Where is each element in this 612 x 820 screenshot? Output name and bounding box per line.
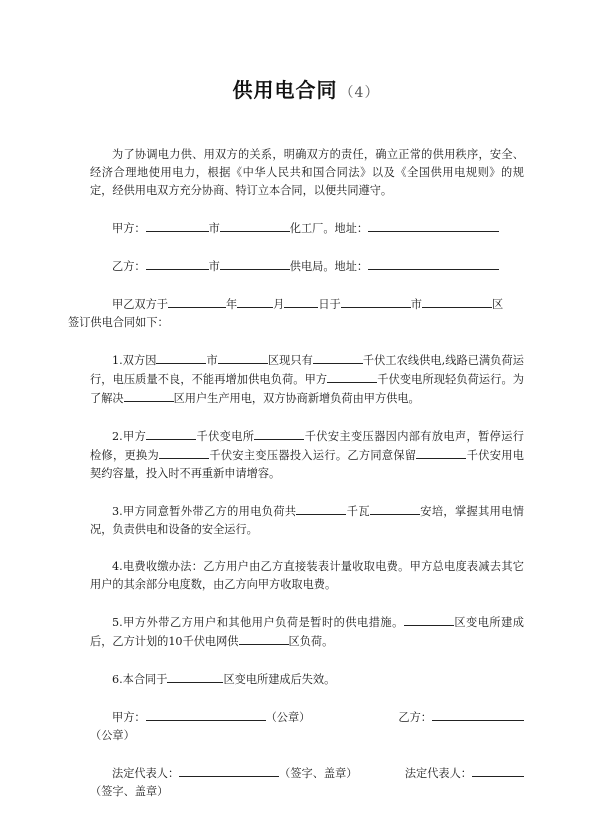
rep-a-label: 法定代表人： <box>112 767 180 780</box>
party-b-sign-label: 乙方： <box>398 711 432 724</box>
clause1-f: 区用户生产用电，双方协商新增负荷由甲方供电。 <box>173 392 420 405</box>
title-text: 供用电合同 <box>232 78 338 102</box>
clause3-b: 千瓦 <box>346 505 370 518</box>
clause1-c: 区现只有 <box>267 354 313 367</box>
clause5-b: 区变电所建成后，乙方计划的10千伏电网供 <box>90 616 524 648</box>
clause5-a: 5.甲方外带乙方用户和其他用户负荷是暂时的供电措施。 <box>112 616 404 629</box>
clause-5 <box>90 613 524 651</box>
title-number: （4） <box>339 85 380 101</box>
clause1-b: 市 <box>206 354 218 367</box>
clause2-a: 2.甲方 <box>112 430 147 443</box>
rep-a-sign-seal: （签字、盖章） <box>279 767 358 780</box>
party-a-seal: （公章） <box>265 711 311 724</box>
document-body <box>68 146 524 820</box>
party-a-sign-label: 甲方： <box>112 711 146 724</box>
party-a-label: 甲方： <box>112 222 146 235</box>
party-b-sign-blank <box>432 708 524 721</box>
signing-district: 区 <box>491 298 504 311</box>
clause-6 <box>90 670 524 689</box>
clause2-blank2 <box>254 427 304 440</box>
clause1-blank1 <box>156 351 206 364</box>
signing-day-blank <box>284 295 318 308</box>
rep-a-blank <box>179 764 279 777</box>
document-title <box>0 74 612 103</box>
intro-paragraph: 为了协调电力供、用双方的关系，明确双方的责任，确立正常的供用秩序，安全、经济合理地使用电力，根据《中华人民共和国合同法》以及《全国供用电规则》的规定，经供用电双方充分协商、特订立本合同，以便共同遵守。 <box>90 148 524 197</box>
rep-b-label: 法定代表人： <box>404 767 472 780</box>
party-b-org-suffix: 供电局。地址： <box>289 260 369 273</box>
seal-row <box>90 708 524 727</box>
clause3-blank2 <box>370 502 420 515</box>
party-a-org-suffix: 化工厂。地址： <box>289 222 369 235</box>
clause3-blank1 <box>296 502 346 515</box>
clause1-blank4 <box>327 370 377 383</box>
signing-year-blank <box>168 295 226 308</box>
signing-city: 市 <box>410 298 422 311</box>
signing-paragraph <box>68 295 524 332</box>
signing-month-blank <box>237 295 273 308</box>
clause2-blank3 <box>159 446 209 459</box>
clause3-a: 3.甲方同意暂外带乙方的用电负荷共 <box>112 505 297 518</box>
clause5-blank2 <box>239 632 289 645</box>
party-b-label: 乙方： <box>112 260 146 273</box>
clause2-e: 千伏安用电契约容量，投入时不再重新申请增容。 <box>90 449 524 480</box>
clause2-d: 千伏安主变压器投入运行。乙方同意保留 <box>209 449 417 462</box>
party-b-line <box>90 257 524 276</box>
party-a-sign-blank <box>146 708 266 721</box>
party-b-org-blank <box>220 257 290 270</box>
signing-day-at: 日于 <box>318 298 341 311</box>
clause1-e: 千伏变电所现轻负荷运行。为了解决 <box>90 373 524 405</box>
signing-month: 月 <box>273 298 285 311</box>
clause6-a: 6.本合同于 <box>112 673 168 686</box>
party-a-city-blank <box>146 219 209 232</box>
clause-1 <box>90 351 524 408</box>
party-b-address-blank <box>368 257 499 270</box>
party-b-city-blank <box>146 257 209 270</box>
clause-3 <box>90 502 524 539</box>
clause1-blank5 <box>124 389 174 402</box>
party-b-seal: （公章） <box>90 729 135 742</box>
signing-year: 年 <box>225 298 238 311</box>
clause1-blank2 <box>218 351 268 364</box>
clause1-blank3 <box>313 351 363 364</box>
clause3-c: 安培，掌握其用电情况，负责供电和设备的安全运行。 <box>90 505 524 536</box>
party-a-city-suffix: 市 <box>208 222 220 235</box>
party-a-address-blank <box>368 219 499 232</box>
signature-block-seals <box>90 708 524 745</box>
clause1-a: 1.双方因 <box>112 354 157 367</box>
clause5-blank1 <box>404 613 454 626</box>
clause-4: 4.电费收缴办法：乙方用户由乙方直接装表计量收取电费。甲方总电度表减去其它用户的其余部分电度数，由乙方向甲方收取电费。 <box>90 560 524 591</box>
clause2-c: 千伏安主变压器因内部有放电声，暂停运行检修，更换为 <box>90 430 524 462</box>
clause2-b: 千伏变电所 <box>196 430 255 443</box>
party-b-city-suffix: 市 <box>208 260 220 273</box>
signing-line2: 签订供电合同如下： <box>68 316 169 329</box>
signing-part1: 甲乙双方于 <box>112 298 168 311</box>
representative-row <box>90 764 524 783</box>
signature-block-representatives <box>90 764 524 801</box>
rep-b-blank <box>472 764 524 777</box>
clause6-blank1 <box>167 670 223 683</box>
clause2-blank4 <box>416 446 466 459</box>
clause2-blank1 <box>146 427 196 440</box>
signing-district-blank <box>422 295 492 308</box>
clause1-d: 千伏工农线供电,线路已满负荷运行，电压质量不良，不能再增加供电负荷。甲方 <box>90 354 524 386</box>
rep-b-sign-seal: （签字、盖章） <box>90 785 169 798</box>
clause6-b: 区变电所建成后失效。 <box>223 673 336 686</box>
party-a-line <box>90 219 524 238</box>
clause5-c: 区负荷。 <box>288 635 334 648</box>
signing-city-blank <box>341 295 411 308</box>
party-a-org-blank <box>220 219 290 232</box>
clause-2 <box>90 427 524 483</box>
